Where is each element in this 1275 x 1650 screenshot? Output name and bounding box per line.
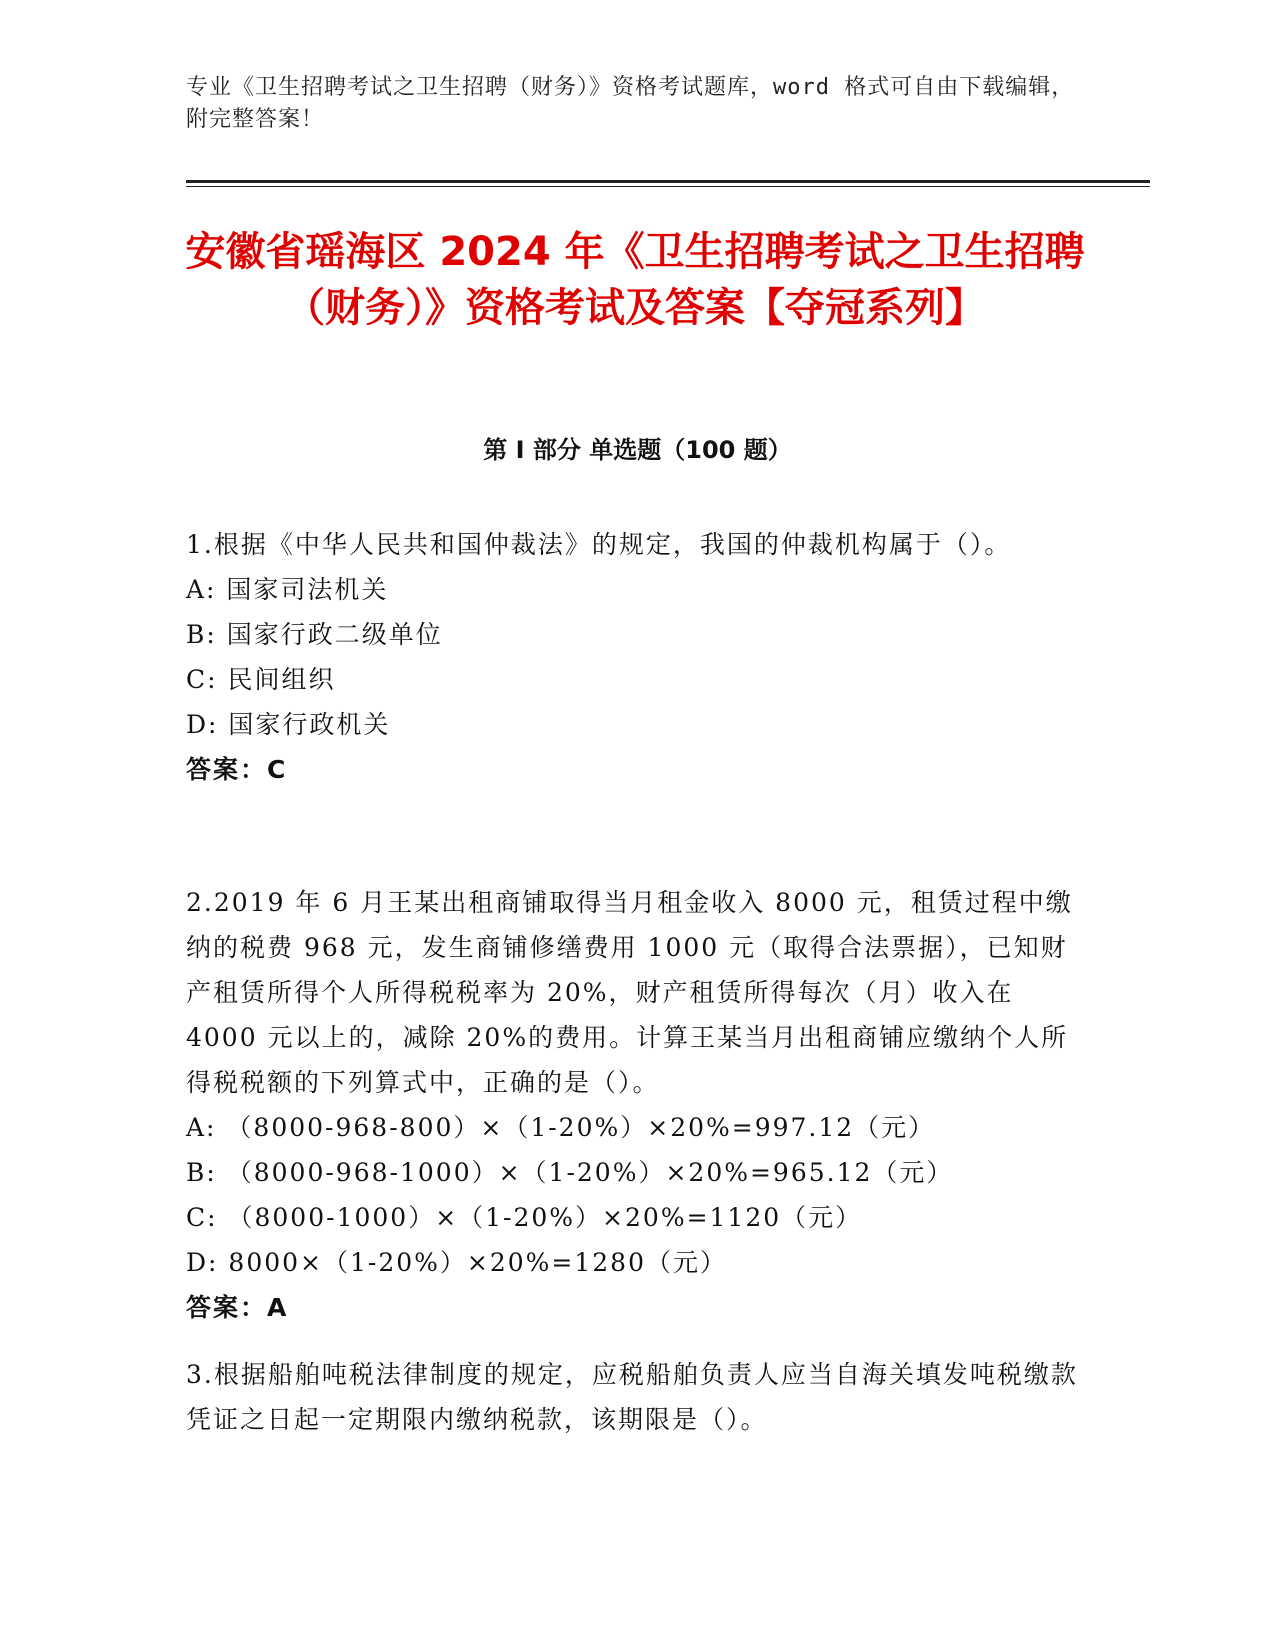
header-rule-thin (186, 186, 1150, 187)
question-3 (186, 1352, 1086, 1442)
option-d: D: 国家行政机关 (186, 710, 391, 739)
answer: 答案：A (186, 1293, 289, 1322)
option-c: C: 民间组织 (186, 665, 336, 694)
answer: 答案：C (186, 755, 288, 784)
question-2 (186, 880, 1086, 1330)
option-b: B: 国家行政二级单位 (186, 620, 443, 649)
question-1 (186, 522, 1086, 792)
question-stem: 1.根据《中华人民共和国仲裁法》的规定，我国的仲裁机构属于（）。 (186, 530, 1012, 559)
option-a: A: 国家司法机关 (186, 575, 389, 604)
option-d: D: 8000×（1-20%）×20%=1280（元） (186, 1248, 727, 1277)
header-rule-thick (186, 180, 1150, 183)
header-note: 专业《卫生招聘考试之卫生招聘（财务）》资格考试题库，word 格式可自由下载编辑，附完整答案！ (186, 75, 1075, 132)
option-a: A: （8000-968-800）×（1-20%）×20%=997.12（元） (186, 1113, 936, 1142)
question-stem: 3.根据船舶吨税法律制度的规定，应税船舶负责人应当自海关填发吨税缴款凭证之日起一定期限内缴纳税款，该期限是（）。 (186, 1360, 1078, 1434)
question-stem: 2.2019 年 6 月王某出租商铺取得当月租金收入 8000 元，租赁过程中缴纳的税费 968 元，发生商铺修缮费用 1000 元（取得合法票据），已知财产租赁所得个人所得税税率为 20%，财产租赁所得每次（月）收入在 4000 元以上的，减除 20%的费用。计算王某当月出租商铺应缴纳个人所得税税额的下列算式中，正确的是（）。 (186, 888, 1073, 1097)
document-title: 安徽省瑶海区 2024 年《卫生招聘考试之卫生招聘（财务）》资格考试及答案【夺冠系列】 (185, 229, 1085, 331)
section-title: 第 I 部分 单选题（100 题） (483, 436, 792, 464)
option-b: B: （8000-968-1000）×（1-20%）×20%=965.12（元） (186, 1158, 954, 1187)
option-c: C: （8000-1000）×（1-20%）×20%=1120（元） (186, 1203, 863, 1232)
